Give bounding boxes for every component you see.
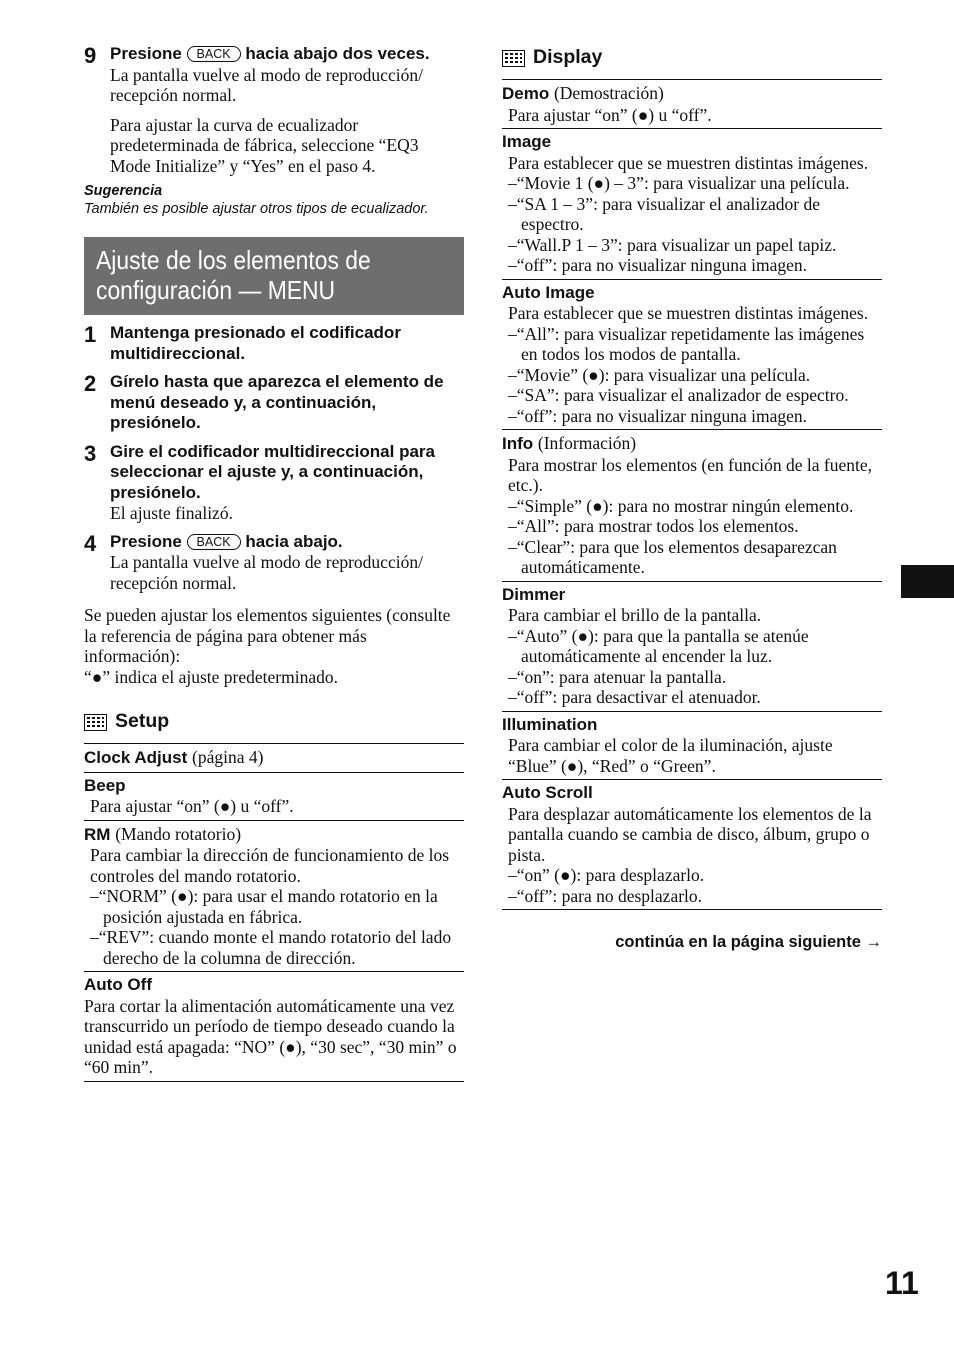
display-heading xyxy=(502,45,882,69)
entry-description: Para cambiar la dirección de funcionamiento de los controles del mando rotatorio. xyxy=(90,845,450,886)
option-item: –“off”: para no desplazarlo. xyxy=(508,885,703,906)
step-instruction: Gírelo hasta que aparezca el elemento de menú deseado y, a continuación, presiónelo. xyxy=(110,372,444,432)
step-2 xyxy=(84,372,464,434)
display-icon xyxy=(502,49,525,66)
entry-subtitle: (Mando rotatorio) xyxy=(115,823,242,844)
entry-demo xyxy=(502,79,882,128)
option-item: –“Simple” (●): para no mostrar ningún elemento. xyxy=(508,495,854,516)
option-item: –“Auto” (●): para que la pantalla se atenúe automáticamente al encender la luz. xyxy=(508,625,809,666)
entry-title: Clock Adjust xyxy=(84,748,188,767)
entry-title: Illumination xyxy=(502,714,598,734)
step-1 xyxy=(84,323,464,364)
option-item: –“All”: para visualizar repetidamente las imágenes en todos los modos de pantalla. xyxy=(508,323,865,364)
step-number: 3 xyxy=(84,440,97,466)
entry-auto-off xyxy=(84,971,464,1082)
intro-paragraph: Se pueden ajustar los elementos siguientes (consulte la referencia de página para obtener más información): xyxy=(84,605,451,666)
entry-description: Para establecer que se muestren distintas imágenes. xyxy=(508,303,869,323)
entry-image xyxy=(502,128,882,279)
entry-illumination xyxy=(502,711,882,780)
option-item: –“off”: para desactivar el atenuador. xyxy=(508,687,761,707)
banner-title-line-1: Ajuste de los elementos de xyxy=(96,245,371,275)
step-3 xyxy=(84,442,464,524)
entry-title: RM xyxy=(84,824,111,844)
entry-subtitle: (página 4) xyxy=(192,747,264,767)
entry-description: Para cambiar el color de la iluminación, ajuste “Blue” (●), “Red” o “Green”. xyxy=(508,735,833,776)
entry-description: Para cortar la alimentación automáticamente una vez transcurrido un período de tiempo deseado cuando la unidad está apagada: “NO” (●), “30 sec”, “30 min” o “60 min”. xyxy=(84,995,457,1077)
step-text-a: Presione xyxy=(110,44,182,63)
entry-description: Para ajustar “on” (●) u “off”. xyxy=(90,796,294,816)
section-tab-marker xyxy=(901,565,954,598)
option-item: –“Movie” (●): para visualizar una película. xyxy=(508,364,811,385)
option-item: –“off”: para no visualizar ninguna imagen. xyxy=(508,405,808,426)
step-number: 9 xyxy=(84,43,97,68)
step-number: 2 xyxy=(84,371,97,396)
option-item: –“off”: para no visualizar ninguna imagen. xyxy=(508,255,808,275)
entry-title: Auto Image xyxy=(502,282,595,302)
continue-note: continúa en la página siguiente → xyxy=(615,933,882,951)
step-text-b: hacia abajo. xyxy=(245,531,343,551)
default-note: “●” indica el ajuste predeterminado. xyxy=(84,666,338,687)
step-body: El ajuste finalizó. xyxy=(110,503,233,523)
entry-title: Info xyxy=(502,434,534,453)
entry-title: Demo xyxy=(502,84,550,103)
entry-auto-image xyxy=(502,279,882,430)
option-item: –“NORM” (●): para usar el mando rotatorio en la posición ajustada en fábrica. xyxy=(90,886,438,927)
entry-rm xyxy=(84,820,464,972)
entry-title: Beep xyxy=(84,775,126,795)
entry-description: Para cambiar el brillo de la pantalla. xyxy=(508,605,762,625)
step-instruction: Gire el codificador multidireccional para seleccionar el ajuste y, a continuación, presiónelo. xyxy=(110,441,435,502)
step-body-2: Para ajustar la curva de ecualizador predeterminada de fábrica, seleccione “EQ3 Mode Initialize” y “Yes” en el paso 4. xyxy=(110,114,419,176)
option-item: –“on”: para atenuar la pantalla. xyxy=(508,666,727,687)
option-item: –“SA”: para visualizar el analizador de espectro. xyxy=(508,385,849,405)
tip-block xyxy=(84,182,464,218)
option-item: –“SA 1 – 3”: para visualizar el analizador de espectro. xyxy=(508,193,820,234)
page-number: 11 xyxy=(885,1265,919,1301)
step-body: La pantalla vuelve al modo de reproducción/ recepción normal. xyxy=(110,64,423,105)
option-item: –“on” (●): para desplazarlo. xyxy=(508,865,705,885)
option-item: –“Movie 1 (●) – 3”: para visualizar una película. xyxy=(508,173,850,193)
step-number: 1 xyxy=(84,322,97,347)
back-key-label: BACK xyxy=(187,534,241,550)
right-column xyxy=(502,40,882,952)
display-heading-text: Display xyxy=(533,46,603,68)
left-column xyxy=(84,40,464,1082)
option-item: –“Wall.P 1 – 3”: para visualizar un papel tapiz. xyxy=(508,234,837,255)
step-text-b: hacia abajo dos veces. xyxy=(245,44,430,63)
option-item: –“REV”: cuando monte el mando rotatorio del lado derecho de la columna de dirección. xyxy=(90,927,452,968)
section-banner xyxy=(84,237,464,315)
entry-description: Para desplazar automáticamente los elementos de la pantalla cuando se cambia de disco, álbum, grupo o pista. xyxy=(508,803,872,865)
step-9 xyxy=(84,44,464,176)
entry-clock-adjust xyxy=(84,743,464,772)
setup-heading xyxy=(84,709,464,733)
entry-beep xyxy=(84,772,464,820)
step-body: La pantalla vuelve al modo de reproducción/ recepción normal. xyxy=(110,552,423,593)
setup-icon xyxy=(84,713,107,730)
step-instruction: Mantenga presionado el codificador multidireccional. xyxy=(110,323,401,363)
entry-info xyxy=(502,429,882,581)
step-instruction xyxy=(110,44,464,65)
entry-auto-scroll xyxy=(502,779,882,910)
option-item: –“All”: para mostrar todos los elementos. xyxy=(508,516,799,536)
entry-description: Para ajustar “on” (●) u “off”. xyxy=(508,104,712,125)
step-4 xyxy=(84,532,464,594)
entry-description: Para mostrar los elementos (en función de la fuente, etc.). xyxy=(508,454,872,495)
entry-description: Para establecer que se muestren distintas imágenes. xyxy=(508,152,869,173)
tip-label: Sugerencia xyxy=(84,183,163,199)
entry-title: Dimmer xyxy=(502,584,566,604)
entry-title: Auto Off xyxy=(84,975,152,994)
step-instruction xyxy=(110,532,464,553)
banner-title-line-2: configuración — MENU xyxy=(96,275,336,305)
entry-subtitle: (Información) xyxy=(537,433,637,453)
step-number: 4 xyxy=(84,530,97,556)
setup-heading-text: Setup xyxy=(115,710,170,732)
step-text-a: Presione xyxy=(110,531,182,551)
entry-subtitle: (Demostración) xyxy=(553,83,664,103)
option-item: –“Clear”: para que los elementos desaparezcan automáticamente. xyxy=(508,536,837,577)
tip-text: También es posible ajustar otros tipos de ecualizador. xyxy=(84,201,429,217)
entry-title: Auto Scroll xyxy=(502,783,593,802)
entry-dimmer xyxy=(502,581,882,711)
back-key-label: BACK xyxy=(187,46,241,62)
entry-title: Image xyxy=(502,132,552,151)
